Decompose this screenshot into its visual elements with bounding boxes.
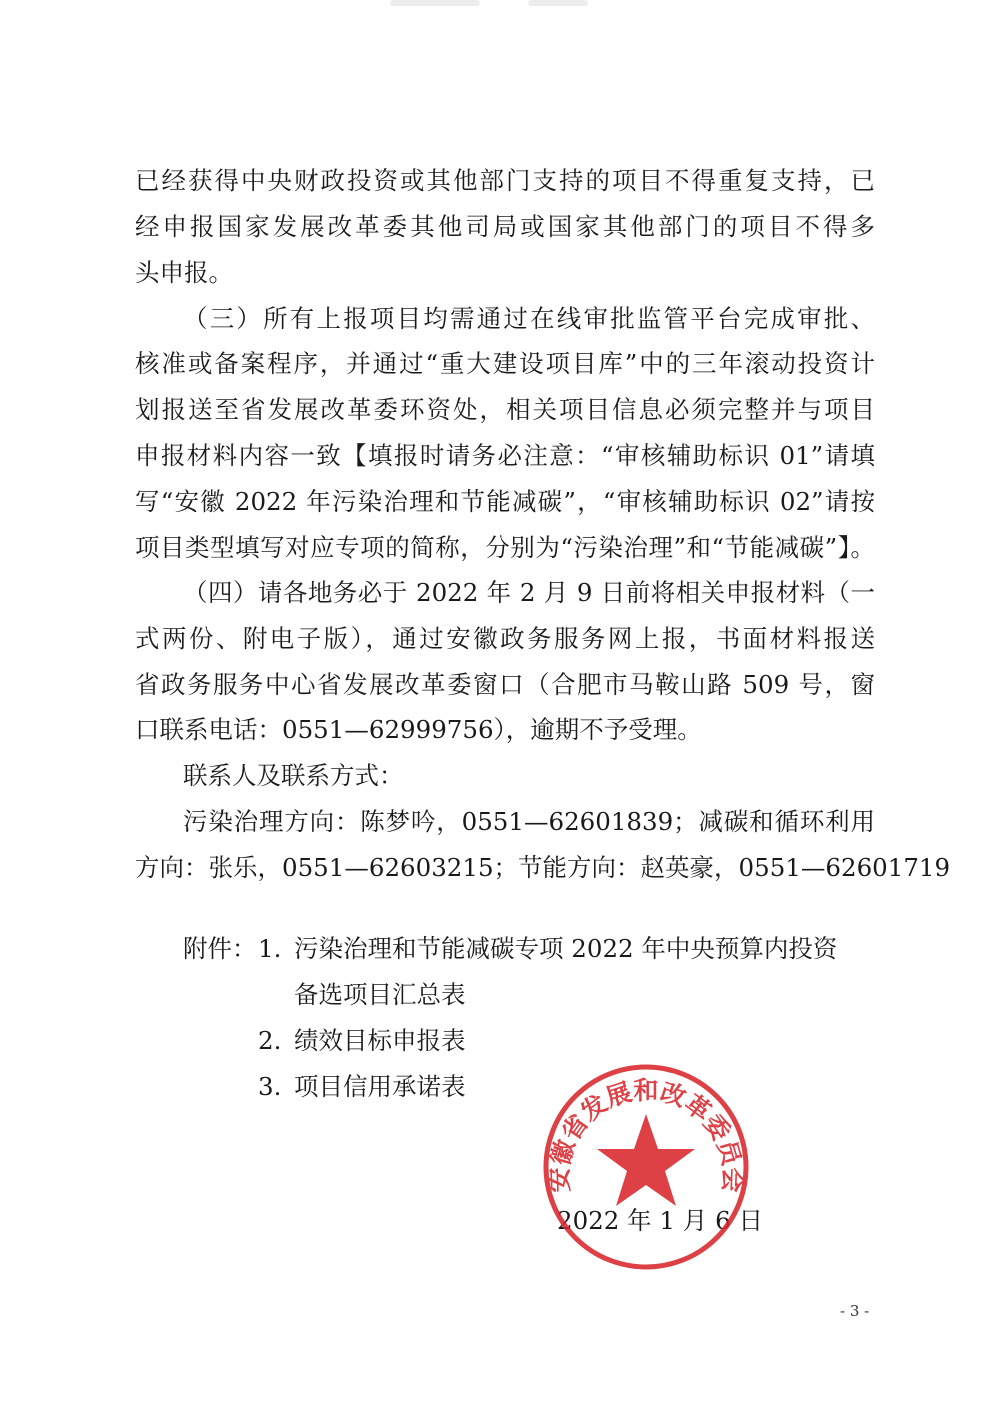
attachment-title: 污染治理和节能减碳专项 2022 年中央预算内投资 bbox=[294, 934, 838, 963]
attachment-title: 绩效目标申报表 bbox=[294, 1026, 466, 1055]
attachment-item bbox=[258, 932, 875, 966]
contact-line: 方向：张乐，0551—62603215；节能方向：赵英豪，0551—62601719 bbox=[135, 853, 951, 882]
attachment-title: 项目信用承诺表 bbox=[294, 1072, 466, 1101]
body-line: 式两份、附电子版），通过安徽政务服务网上报，书面材料报送 bbox=[135, 624, 875, 653]
body-line: （三）所有上报项目均需通过在线审批监管平台完成审批、 bbox=[183, 304, 875, 333]
scan-artifact bbox=[528, 0, 588, 6]
body-line: 划报送至省发展改革委环资处，相关项目信息必须完整并与项目 bbox=[135, 395, 875, 424]
body-line: （四）请各地务必于 2022 年 2 月 9 日前将相关申报材料（一 bbox=[183, 578, 875, 607]
attachment-item-continued bbox=[294, 978, 911, 1012]
attachment-number: 3. bbox=[258, 1072, 282, 1101]
contact-line: 污染治理方向：陈梦吟，0551—62601839；减碳和循环利用 bbox=[183, 807, 875, 836]
attachment-item bbox=[258, 1024, 875, 1058]
scan-artifact bbox=[390, 0, 480, 6]
body-line: 已经获得中央财政投资或其他部门支持的项目不得重复支持，已 bbox=[135, 166, 875, 195]
attachments-label: 附件： bbox=[183, 934, 257, 963]
body-line: 经申报国家发展改革委其他司局或国家其他部门的项目不得多 bbox=[135, 212, 875, 241]
seal-star-icon bbox=[597, 1114, 695, 1206]
body-line: 项目类型填写对应专项的简称，分别为“污染治理”和“节能减碳”】。 bbox=[135, 533, 875, 562]
body-line: 省政务服务中心省发展改革委窗口（合肥市马鞍山路 509 号，窗 bbox=[135, 670, 875, 699]
body-line: 核准或备案程序，并通过“重大建设项目库”中的三年滚动投资计 bbox=[135, 349, 875, 378]
attachment-number: 1. bbox=[258, 934, 282, 963]
issue-date: 2022 年 1 月 6 日 bbox=[557, 1206, 763, 1235]
body-line: 口联系电话：0551—62999756），逾期不予受理。 bbox=[135, 715, 702, 744]
attachment-title: 备选项目汇总表 bbox=[294, 980, 466, 1009]
official-seal bbox=[541, 1062, 751, 1272]
body-line: 头申报。 bbox=[135, 258, 233, 287]
seal-text: 安徽省发展和改革委员会 bbox=[544, 1075, 748, 1193]
contact-heading: 联系人及联系方式： bbox=[183, 761, 404, 790]
page-number: - 3 - bbox=[840, 1302, 870, 1320]
body-line: 申报材料内容一致【填报时请务必注意：“审核辅助标识 01”请填 bbox=[135, 441, 875, 470]
attachment-number: 2. bbox=[258, 1026, 282, 1055]
body-line: 写“安徽 2022 年污染治理和节能减碳”，“审核辅助标识 02”请按 bbox=[135, 487, 875, 516]
